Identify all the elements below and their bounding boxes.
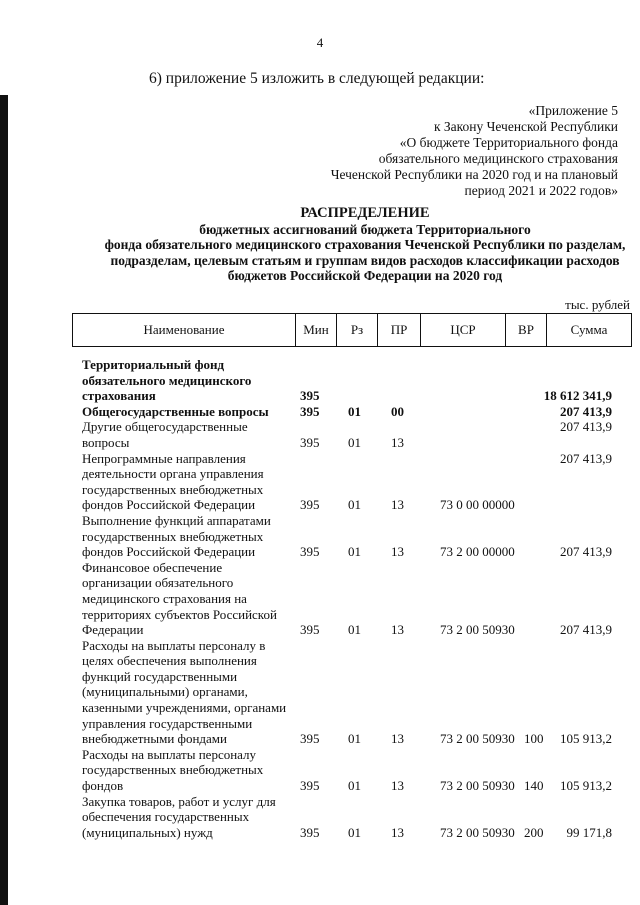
row-pr: 13	[391, 544, 404, 560]
row-sum: 207 413,9	[560, 403, 612, 419]
row-rz: 01	[348, 544, 361, 560]
header-name: Наименование	[73, 314, 296, 347]
row-csr: 73 2 00 50930	[440, 731, 515, 747]
intro-text: 6) приложение 5 изложить в следующей редакции:	[149, 70, 485, 87]
row-rz: 01	[348, 622, 361, 638]
table-row	[82, 451, 622, 513]
row-name: Расходы на выплаты персоналу в целях обеспечения выполнения функций государственными (муниципальными) органами, казенными учреждениями, органами управления государственными внебюджетными фондами	[82, 637, 287, 747]
title: РАСПРЕДЕЛЕНИЕ	[300, 205, 430, 221]
row-pr: 00	[391, 403, 404, 419]
row-pr: 13	[391, 434, 404, 450]
row-csr: 73 2 00 50930	[440, 778, 515, 794]
header-pr: ПР	[378, 314, 421, 347]
row-rz: 01	[348, 497, 361, 513]
subtitle-line: бюджетных ассигнований бюджета Территориального	[199, 221, 531, 237]
row-min: 395	[300, 403, 320, 419]
row-min: 395	[300, 388, 320, 404]
row-csr: 73 2 00 50930	[440, 824, 515, 840]
header-vr: ВР	[506, 314, 547, 347]
subtitle-line: подразделам, целевым статьям и группам видов расходов классификации расходов	[110, 252, 620, 268]
row-name: Непрограммные направления деятельности органа управления государственных внебюджетных фондов Российской Федерации	[82, 450, 264, 513]
header-csr: ЦСР	[421, 314, 506, 347]
header-min: Мин	[296, 314, 337, 347]
row-rz: 01	[348, 434, 361, 450]
row-min: 395	[300, 622, 320, 638]
appendix-line: к Закону Чеченской Республики	[433, 119, 618, 134]
row-name: Выполнение функций аппаратами государственных внебюджетных фондов Российской Федерации	[82, 512, 271, 560]
appendix-line: «Приложение 5	[528, 103, 618, 118]
row-rz: 01	[348, 731, 361, 747]
row-vr: 100	[524, 731, 544, 747]
row-min: 395	[300, 434, 320, 450]
appendix-line: период 2021 и 2022 годов»	[464, 183, 618, 198]
table-row	[82, 794, 622, 841]
header-sum: Сумма	[547, 314, 632, 347]
table-row	[82, 419, 622, 450]
row-name: Общегосударственные вопросы	[82, 403, 269, 419]
page-number: 4	[316, 35, 324, 50]
table-row	[82, 747, 622, 794]
appendix-reference	[331, 103, 618, 199]
units-label: тыс. рублей	[565, 297, 630, 312]
row-sum: 18 612 341,9	[543, 388, 612, 404]
row-sum: 99 171,8	[566, 824, 612, 840]
header-rz: Рз	[337, 314, 378, 347]
row-pr: 13	[391, 731, 404, 747]
row-sum: 105 913,2	[560, 778, 612, 794]
row-sum: 207 413,9	[560, 544, 612, 560]
row-name: Расходы на выплаты персоналу государственных внебюджетных фондов	[82, 746, 264, 794]
row-csr: 73 2 00 50930	[440, 622, 515, 638]
appendix-line: «О бюджете Территориального фонда	[399, 135, 618, 150]
scan-edge	[0, 95, 8, 905]
table-body	[82, 357, 622, 840]
row-min: 395	[300, 497, 320, 513]
row-name: Закупка товаров, работ и услуг для обеспечения государственных (муниципальных) нужд	[82, 793, 276, 840]
table-row	[82, 357, 622, 404]
table-header	[72, 313, 632, 347]
row-rz: 01	[348, 403, 361, 419]
row-name: Другие общегосударственные вопросы	[82, 419, 248, 450]
row-pr: 13	[391, 824, 404, 840]
table-row	[82, 560, 622, 638]
document-title	[100, 206, 630, 284]
row-rz: 01	[348, 778, 361, 794]
row-min: 395	[300, 778, 320, 794]
row-csr: 73 0 00 00000	[440, 497, 515, 513]
row-min: 395	[300, 544, 320, 560]
row-vr: 200	[524, 824, 544, 840]
appendix-line: Чеченской Республики на 2020 год и на плановый	[330, 167, 618, 182]
table-row	[82, 513, 622, 560]
row-csr: 73 2 00 00000	[440, 544, 515, 560]
row-sum: 207 413,9	[560, 622, 612, 638]
row-sum: 207 413,9	[560, 450, 612, 466]
row-pr: 13	[391, 497, 404, 513]
table-row	[82, 404, 622, 420]
table-row	[82, 638, 622, 747]
row-min: 395	[300, 824, 320, 840]
row-rz: 01	[348, 824, 361, 840]
row-sum: 207 413,9	[560, 419, 612, 435]
row-pr: 13	[391, 622, 404, 638]
row-min: 395	[300, 731, 320, 747]
row-pr: 13	[391, 778, 404, 794]
row-name: Территориальный фонд обязательного медицинского страхования	[82, 357, 252, 404]
row-vr: 140	[524, 778, 544, 794]
row-name: Финансовое обеспечение организации обязательного медицинского страхования на территориях субъектов Российской Федерации	[82, 559, 277, 638]
subtitle-line: фонда обязательного медицинского страхования Чеченской Республики по разделам,	[104, 237, 626, 252]
subtitle-line: бюджетов Российской Федерации на 2020 год	[227, 268, 503, 283]
row-sum: 105 913,2	[560, 731, 612, 747]
appendix-line: обязательного медицинского страхования	[378, 151, 618, 166]
